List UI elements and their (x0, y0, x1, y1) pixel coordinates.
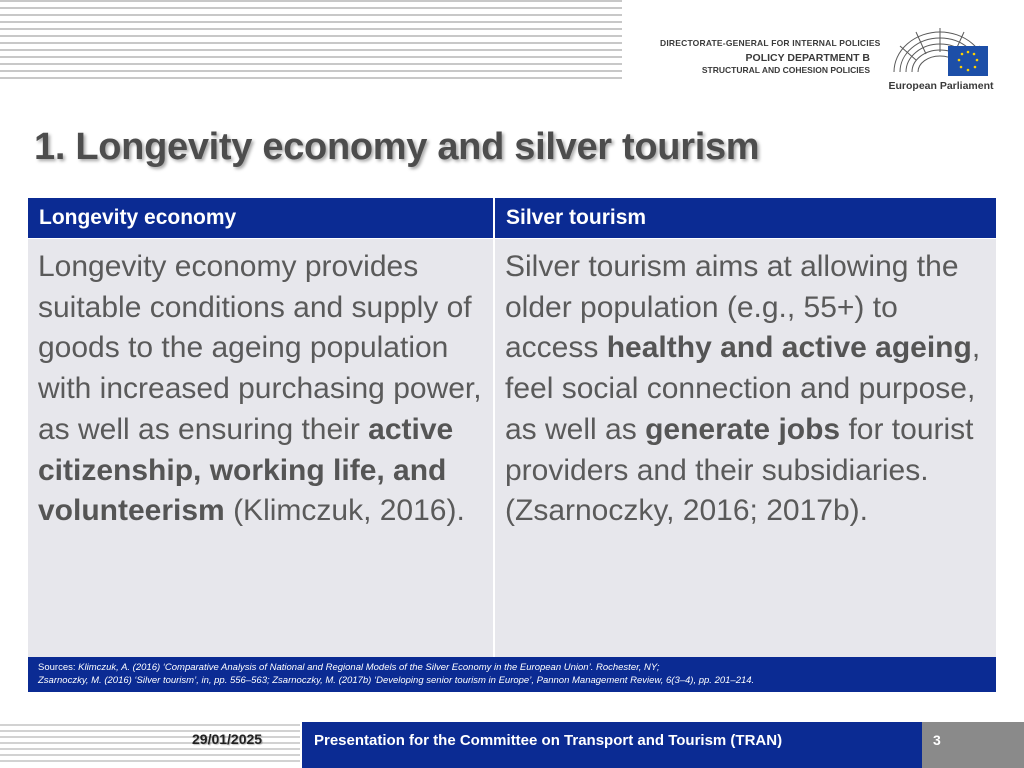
footer-date: 29/01/2025 (192, 731, 263, 747)
sub-line: STRUCTURAL AND COHESION POLICIES (701, 65, 870, 75)
source-citation: Zsarnoczky, M. (2016) ‘Silver tourism’, in, pp. 556–563; Zsarnoczky, M. (2017b) ‘Developing senior tourism in Europe’, Pannon Management Review, 6(3–4), pp. 201–214. (38, 675, 755, 686)
department-block (660, 38, 881, 75)
header-stripes (0, 0, 622, 86)
header-longevity-economy: Longevity economy (28, 198, 495, 238)
sources-line-2 (38, 674, 986, 687)
dept-line: POLICY DEPARTMENT B (745, 52, 870, 64)
page-number: 3 (922, 722, 1024, 768)
source-citation: Klimczuk, A. (2016) ‘Comparative Analysis of National and Regional Models of the Silver Economy in the European Union’. Rochester, NY; (78, 662, 660, 673)
table-body-row (28, 239, 996, 657)
text-segment: Longevity economy provides suitable conditions and supply of goods to the ageing population with increased purchasing power, as well as ensuring their (38, 250, 482, 446)
footer-presentation-title: Presentation for the Committee on Transport and Tourism (TRAN) (302, 722, 922, 768)
bold-segment: active citizenship, working life, and volunteerism (38, 412, 454, 528)
dg-line: DIRECTORATE-GENERAL FOR INTERNAL POLICIES (660, 38, 881, 48)
header-silver-tourism: Silver tourism (495, 198, 996, 238)
slide-title: 1. Longevity economy and silver tourism (34, 126, 760, 168)
text-segment: Silver tourism aims at allowing the older population (e.g., 55+) to access (505, 250, 959, 365)
text-segment: (Klimczuk, 2016). (224, 494, 465, 528)
bold-segment: generate jobs (645, 412, 841, 446)
sources-box (28, 657, 996, 692)
table-header-row (28, 198, 996, 238)
logo-caption: European Parliament (888, 80, 994, 92)
text-segment: , feel social connection and purpose, as well as (505, 331, 981, 446)
bold-segment: healthy and active ageing (606, 331, 972, 365)
text-segment: for tourist providers and their subsidiaries. (Zsarnoczky, 2016; 2017b). (505, 412, 974, 528)
cell-longevity-economy (28, 239, 495, 657)
sources-line-1 (38, 661, 986, 674)
cell-silver-tourism (495, 239, 996, 657)
comparison-table (28, 198, 996, 657)
sources-label: Sources: (38, 662, 79, 673)
